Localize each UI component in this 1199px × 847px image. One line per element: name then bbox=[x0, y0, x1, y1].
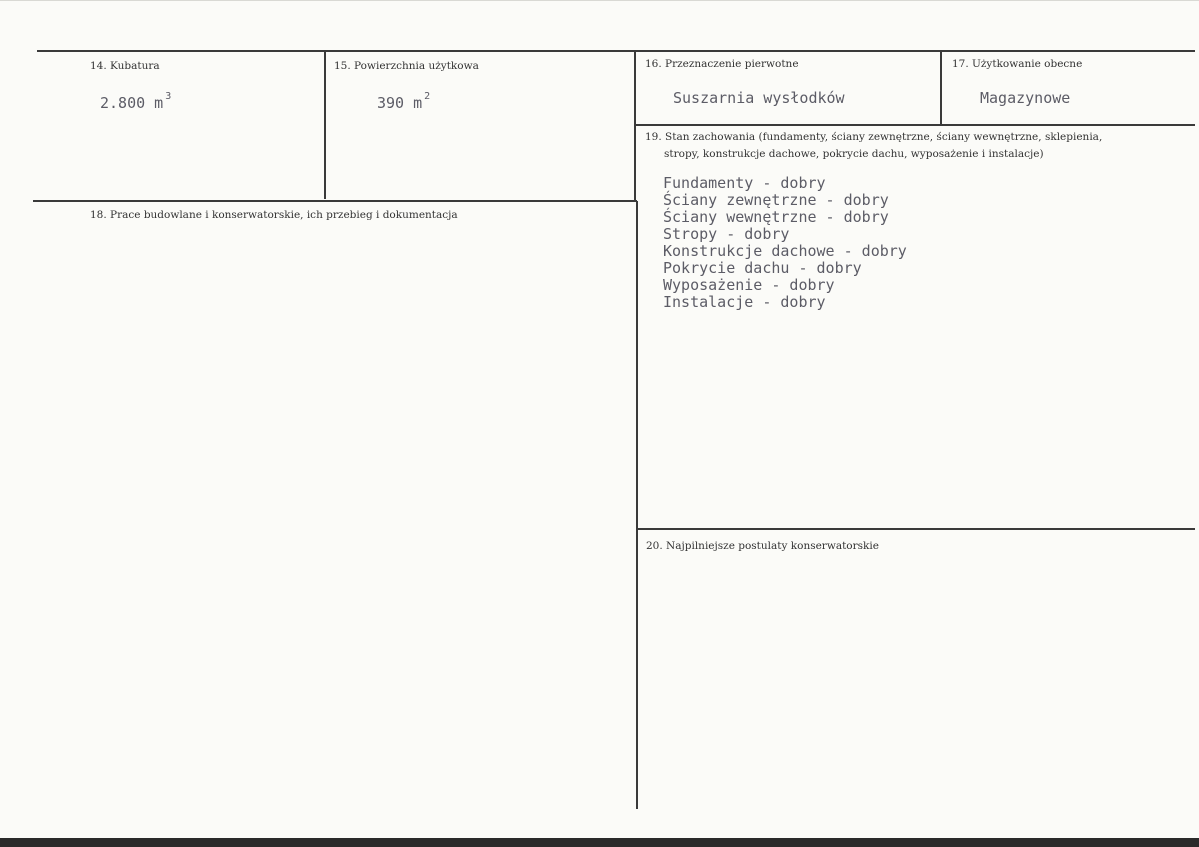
stan-item: Stropy - dobry bbox=[663, 225, 790, 243]
powierzchnia-label: 15. Powierzchnia użytkowa bbox=[334, 60, 479, 72]
przeznaczenie-label: 16. Przeznaczenie pierwotne bbox=[645, 58, 799, 70]
kubatura-exponent: 3 bbox=[165, 91, 172, 102]
uzytkowanie-label: 17. Użytkowanie obecne bbox=[952, 58, 1083, 70]
stan-item: Instalacje - dobry bbox=[663, 293, 826, 311]
kubatura-value bbox=[100, 91, 172, 112]
kubatura-label: 14. Kubatura bbox=[90, 60, 160, 72]
stan-item: Pokrycie dachu - dobry bbox=[663, 259, 862, 277]
powierzchnia-value bbox=[377, 91, 431, 112]
divider-14-15 bbox=[324, 51, 326, 199]
stan-label-line1: 19. Stan zachowania (fundamenty, ściany zewnętrzne, ściany wewnętrzne, sklepienia, bbox=[645, 131, 1103, 143]
stan-item: Wyposażenie - dobry bbox=[663, 276, 835, 294]
divider-16-17 bbox=[940, 51, 942, 125]
divider-main bbox=[636, 201, 638, 809]
scan-bottom-edge bbox=[0, 838, 1199, 847]
rule-under-14-15 bbox=[33, 200, 637, 202]
stan-item: Ściany wewnętrzne - dobry bbox=[663, 208, 889, 226]
top-rule bbox=[37, 50, 1195, 52]
stan-list bbox=[663, 175, 907, 311]
divider-15-16 bbox=[634, 51, 636, 201]
rule-above-20 bbox=[637, 528, 1195, 530]
stan-label-line2: stropy, konstrukcje dachowe, pokrycie dachu, wyposażenie i instalacje) bbox=[664, 148, 1044, 160]
postulaty-label: 20. Najpilniejsze postulaty konserwatorskie bbox=[646, 540, 879, 552]
stan-item: Konstrukcje dachowe - dobry bbox=[663, 242, 907, 260]
stan-item: Fundamenty - dobry bbox=[663, 174, 826, 192]
prace-label: 18. Prace budowlane i konserwatorskie, ich przebieg i dokumentacja bbox=[90, 209, 458, 221]
uzytkowanie-value: Magazynowe bbox=[980, 89, 1071, 107]
przeznaczenie-value: Suszarnia wysłodków bbox=[673, 89, 845, 107]
stan-item: Ściany zewnętrzne - dobry bbox=[663, 191, 889, 209]
powierzchnia-number: 390 m bbox=[377, 94, 423, 112]
kubatura-number: 2.800 m bbox=[100, 94, 164, 112]
powierzchnia-exponent: 2 bbox=[424, 91, 431, 102]
rule-under-16-17 bbox=[635, 124, 1195, 126]
